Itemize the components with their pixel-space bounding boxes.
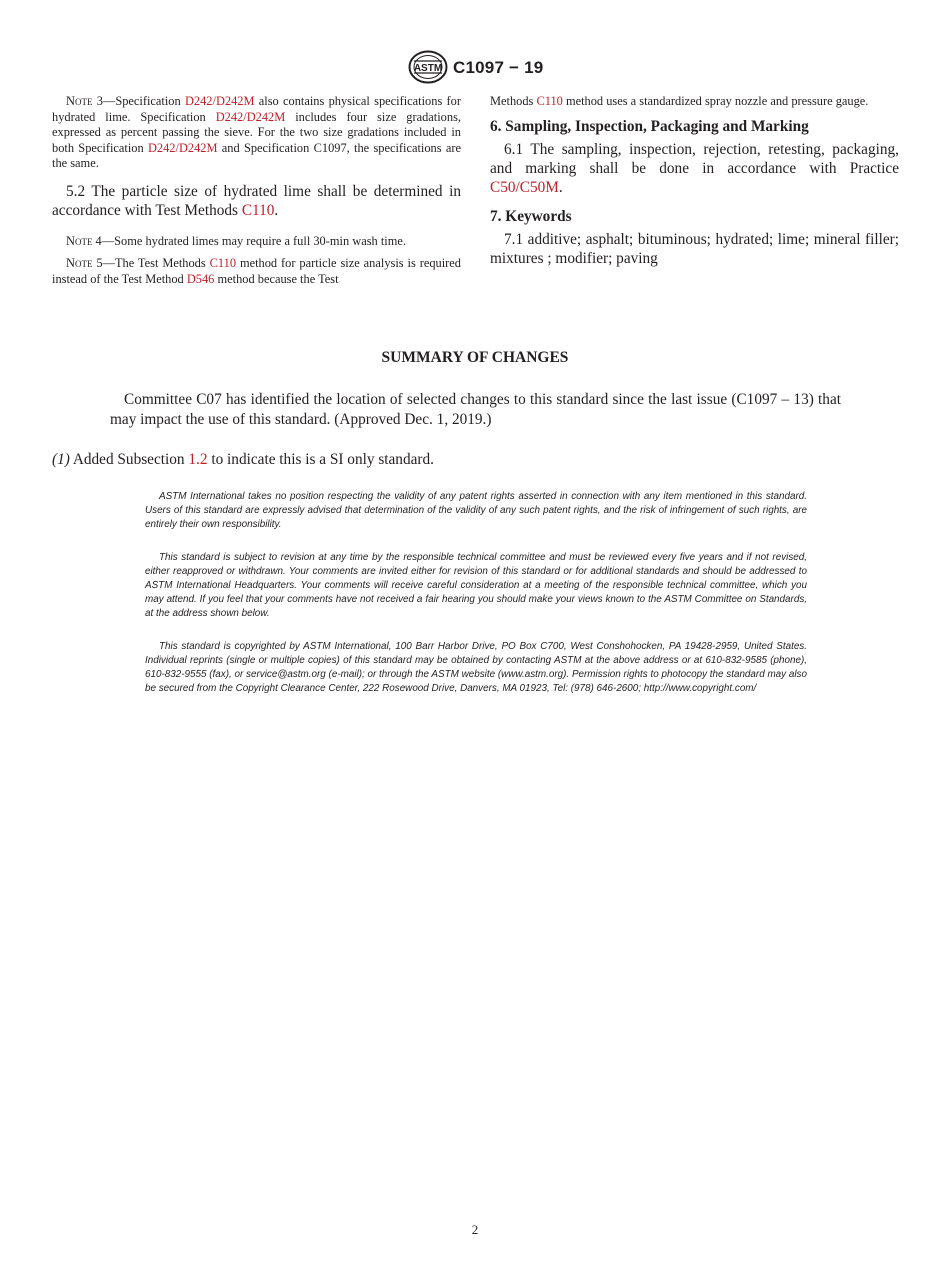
link-c110[interactable]: C110: [536, 94, 563, 108]
note-label: Note: [66, 94, 93, 108]
paragraph-text: .: [274, 201, 279, 219]
paragraph-7-1: 7.1 additive; asphalt; bituminous; hydrated; lime; mineral filler; mixtures ; modifier; paving: [490, 230, 899, 267]
paragraph-text: 5.2 The particle size of hydrated lime shall be determined in accordance with Test Methods: [52, 182, 461, 219]
change-item: [52, 450, 892, 469]
note-text: 3—Specification: [92, 94, 185, 108]
summary-of-changes-title: SUMMARY OF CHANGES: [381, 349, 569, 366]
note-text: method uses a standardized spray nozzle and pressure gauge.: [562, 94, 869, 108]
change-item-text: Added Subsection: [69, 451, 189, 468]
svg-text:ASTM: ASTM: [413, 63, 443, 74]
copyright-notice: This standard is copyrighted by ASTM International, 100 Barr Harbor Drive, PO Box C700, West Conshohocken, PA 19428-2959, United States. Individual reprints (single or multiple copies) of this standard may be obtained by contacting ASTM at the above address or at 610-832-9585 (phone), 610-832-9555 (fax), or service@astm.org (e-mail); or through the ASTM website (www.astm.org). Permission rights to photocopy the standard may also be secured from the Copyright Clearance Center, 222 Rosewood Drive, Danvers, MA 01923, Tel: (978) 646-2600; http://www.copyright.com/: [145, 641, 807, 694]
page-number: 2: [471, 1222, 479, 1237]
section-6-heading: 6. Sampling, Inspection, Packaging and Marking: [490, 117, 809, 135]
right-column: [490, 94, 899, 276]
note-text: 4—Some hydrated limes may require a full 30-min wash time.: [92, 233, 406, 248]
link-c110[interactable]: C110: [209, 256, 237, 270]
note-text: 5—The Test Methods: [92, 256, 210, 270]
astm-logo: [408, 50, 448, 84]
summary-of-changes-body: Committee C07 has identified the location of selected changes to this standard since the last issue (C1097 – 13) that may impact the use of this standard. (Approved Dec. 1, 2019.): [110, 391, 841, 428]
link-subsection-1-2[interactable]: 1.2: [188, 451, 208, 468]
note-4: [52, 234, 461, 250]
link-d242[interactable]: D242/D242M: [147, 140, 218, 155]
note-text: method because the Test: [214, 271, 339, 286]
change-item-number: (1): [52, 451, 70, 468]
note-label: Note: [66, 256, 93, 270]
note-5-continued: [490, 94, 899, 110]
note-text: Methods: [490, 94, 537, 108]
note-text: includes four size gradations, expressed as percent passing the sieve. For the two size gradations included in both Specification: [52, 109, 461, 155]
section-7-heading: 7. Keywords: [490, 207, 572, 225]
link-d546[interactable]: D546: [186, 271, 215, 286]
paragraph-6-1: [490, 140, 899, 197]
paragraph-text: .: [558, 178, 563, 196]
paragraph-5-2: [52, 182, 461, 220]
paragraph-text: 6.1 The sampling, inspection, rejection, retesting, packaging, and marking shall be done in accordance with Practice: [490, 140, 899, 177]
note-text: also contains physical specifications for hydrated lime. Specification: [52, 94, 461, 124]
note-text: method for particle size analysis is required instead of the Test Method: [52, 256, 461, 286]
link-c50[interactable]: C50/C50M: [490, 178, 559, 196]
change-item-text: to indicate this is a SI only standard.: [207, 451, 434, 468]
note-5: [52, 256, 461, 287]
note-3: [52, 94, 461, 172]
note-text: and Specification C1097, the specifications are the same.: [52, 140, 461, 170]
link-d242[interactable]: D242/D242M: [184, 94, 255, 108]
patent-disclaimer: ASTM International takes no position respecting the validity of any patent rights asserted in connection with any item mentioned in this standard. Users of this standard are expressly advised that determination of the validity of any such patent rights, and the risk of infringement of such rights, are entirely their own responsibility.: [145, 491, 807, 530]
page-header: [0, 50, 950, 86]
left-column: [52, 94, 461, 294]
link-d242[interactable]: D242/D242M: [215, 109, 286, 124]
document-designation: C1097 − 19: [453, 58, 544, 77]
link-c110[interactable]: C110: [241, 201, 275, 219]
revision-notice: This standard is subject to revision at any time by the responsible technical committee and must be reviewed every five years and if not revised, either reapproved or withdrawn. Your comments are invited either for revision of this standard or for additional standards and should be addressed to ASTM International Headquarters. Your comments will receive careful consideration at a meeting of the responsible technical committee, which you may attend. If you feel that your comments have not received a fair hearing you should make your views known to the ASTM Committee on Standards, at the address shown below.: [145, 552, 807, 619]
note-label: Note: [66, 233, 93, 248]
